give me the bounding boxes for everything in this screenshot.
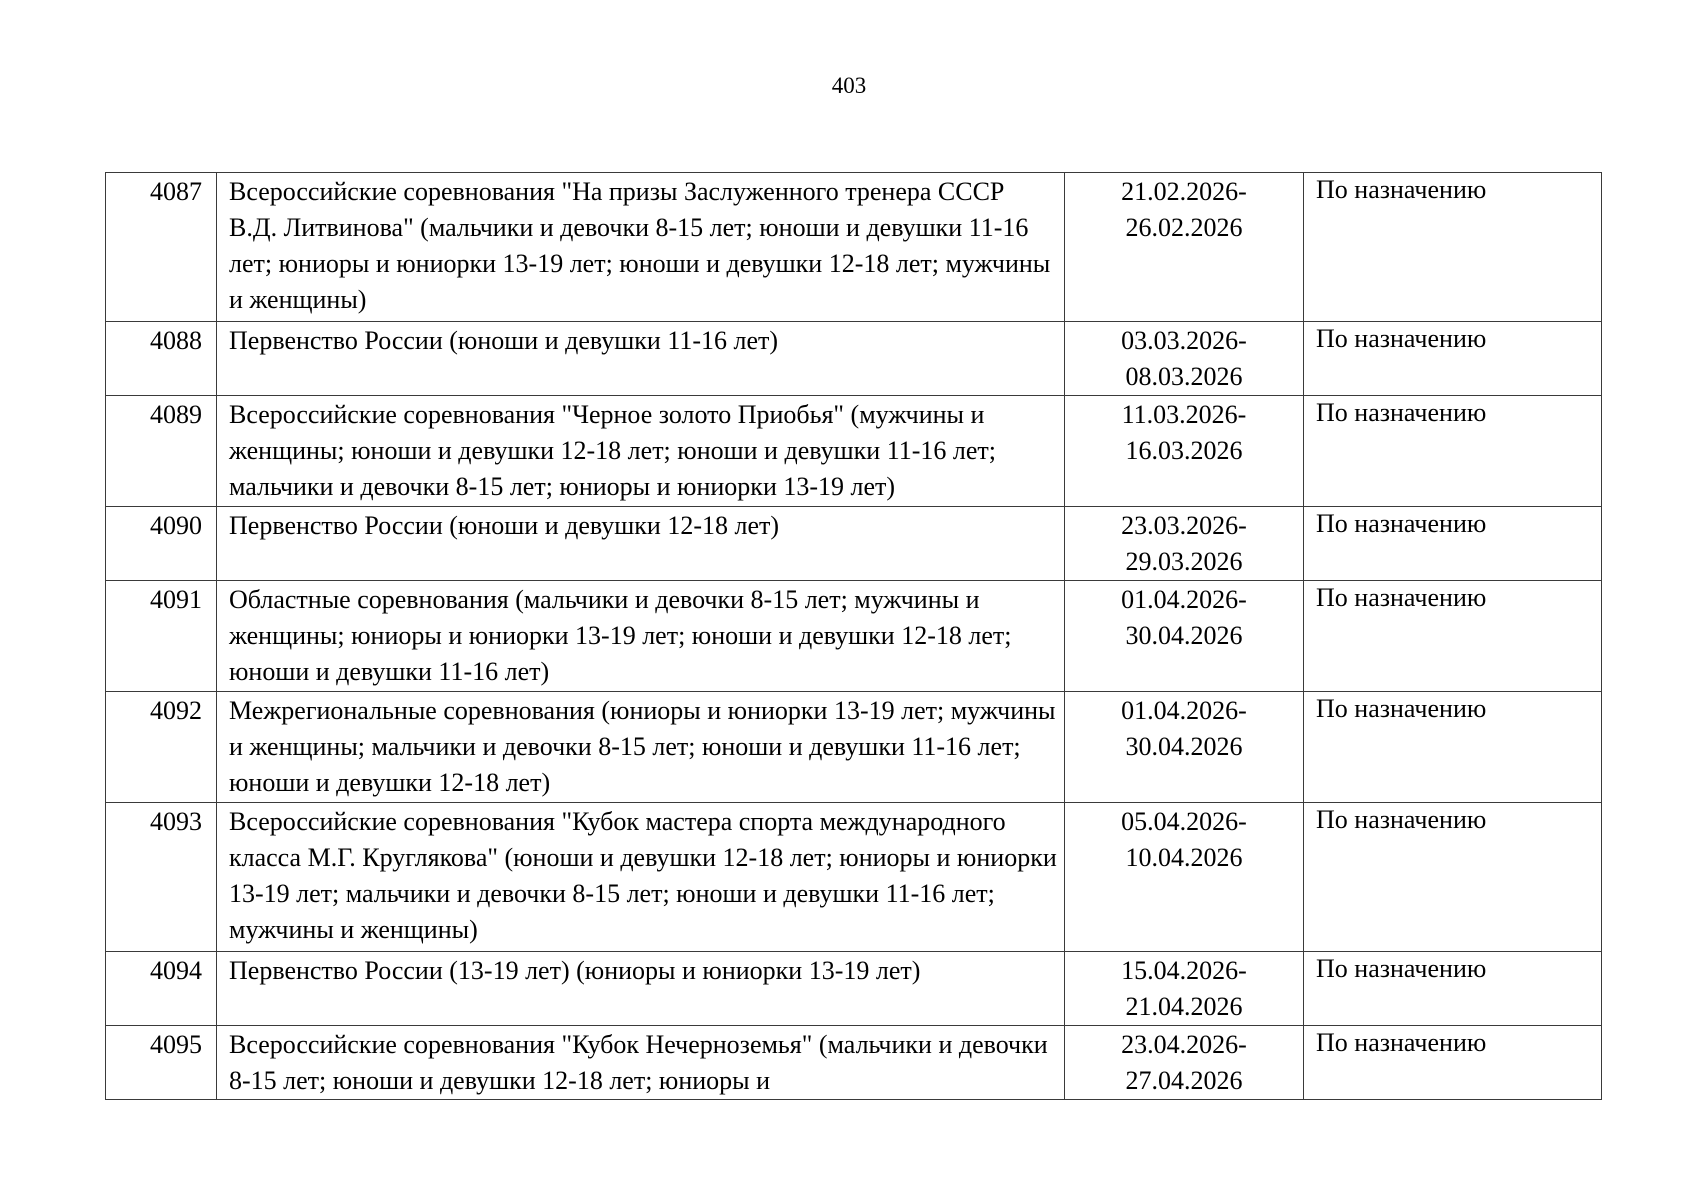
event-date-start: 01.04.2026- [1121,696,1247,725]
event-place: По назначению [1304,581,1602,692]
event-date-end: 21.04.2026 [1125,992,1243,1021]
event-date-end: 26.02.2026 [1125,213,1243,242]
event-place: По назначению [1304,1026,1602,1100]
event-date-end: 10.04.2026 [1125,843,1243,872]
event-date-end: 08.03.2026 [1125,362,1243,391]
event-name: Областные соревнования (мальчики и девочки 8-15 лет; мужчины и женщины; юниоры и юниорки 13-19 лет; юноши и девушки 12-18 лет; юноши и девушки 11-16 лет) [217,581,1065,692]
event-name: Первенство России (13-19 лет) (юниоры и юниорки 13-19 лет) [217,952,1065,1026]
event-dates [1065,803,1304,952]
event-name: Всероссийские соревнования "Кубок Нечерноземья" (мальчики и девочки 8-15 лет; юноши и девушки 12-18 лет; юниоры и [217,1026,1065,1100]
event-date-end: 30.04.2026 [1125,732,1243,761]
event-name: Первенство России (юноши и девушки 12-18 лет) [217,507,1065,581]
event-place: По назначению [1304,692,1602,803]
event-date-end: 29.03.2026 [1125,547,1243,576]
table-row [106,396,1602,507]
table-row [106,1026,1602,1100]
event-date-start: 15.04.2026- [1121,956,1247,985]
event-date-end: 16.03.2026 [1125,436,1243,465]
table-row [106,173,1602,322]
event-place: По назначению [1304,322,1602,396]
event-date-start: 21.02.2026- [1121,177,1247,206]
event-dates [1065,322,1304,396]
event-place: По назначению [1304,173,1602,322]
table-row [106,952,1602,1026]
event-number: 4088 [106,322,217,396]
event-number: 4094 [106,952,217,1026]
table-row [106,803,1602,952]
event-date-end: 27.04.2026 [1125,1066,1243,1095]
event-name: Всероссийские соревнования "Черное золото Приобья" (мужчины и женщины; юноши и девушки 12-18 лет; юноши и девушки 11-16 лет; мальчики и девочки 8-15 лет; юниоры и юниорки 13-19 лет) [217,396,1065,507]
event-date-start: 05.04.2026- [1121,807,1247,836]
event-dates [1065,396,1304,507]
event-number: 4087 [106,173,217,322]
event-place: По назначению [1304,396,1602,507]
event-date-start: 23.03.2026- [1121,511,1247,540]
event-dates [1065,173,1304,322]
table-row [106,322,1602,396]
event-number: 4092 [106,692,217,803]
event-number: 4090 [106,507,217,581]
event-name: Всероссийские соревнования "Кубок мастера спорта международного класса М.Г. Круглякова" (юноши и девушки 12-18 лет; юниоры и юниорки 13-19 лет; мальчики и девочки 8-15 лет; юноши и девушки 11-16 лет; мужчины и женщины) [217,803,1065,952]
table-row [106,507,1602,581]
event-name: Первенство России (юноши и девушки 11-16 лет) [217,322,1065,396]
event-number: 4095 [106,1026,217,1100]
event-number: 4093 [106,803,217,952]
table-row [106,581,1602,692]
event-number: 4091 [106,581,217,692]
event-date-start: 23.04.2026- [1121,1030,1247,1059]
event-dates [1065,692,1304,803]
event-date-end: 30.04.2026 [1125,621,1243,650]
event-place: По назначению [1304,952,1602,1026]
event-date-start: 01.04.2026- [1121,585,1247,614]
event-dates [1065,581,1304,692]
event-name: Всероссийские соревнования "На призы Заслуженного тренера СССР В.Д. Литвинова" (мальчики и девочки 8-15 лет; юноши и девушки 11-16 лет; юниоры и юниорки 13-19 лет; юноши и девушки 12-18 лет; мужчины и женщины) [217,173,1065,322]
event-place: По назначению [1304,803,1602,952]
event-dates [1065,507,1304,581]
table-row [106,692,1602,803]
events-table [105,172,1602,1100]
event-dates [1065,952,1304,1026]
event-date-start: 03.03.2026- [1121,326,1247,355]
event-place: По назначению [1304,507,1602,581]
page-number: 403 [831,73,867,98]
event-date-start: 11.03.2026- [1121,400,1247,429]
event-name: Межрегиональные соревнования (юниоры и юниорки 13-19 лет; мужчины и женщины; мальчики и девочки 8-15 лет; юноши и девушки 11-16 лет; юноши и девушки 12-18 лет) [217,692,1065,803]
event-dates [1065,1026,1304,1100]
event-number: 4089 [106,396,217,507]
